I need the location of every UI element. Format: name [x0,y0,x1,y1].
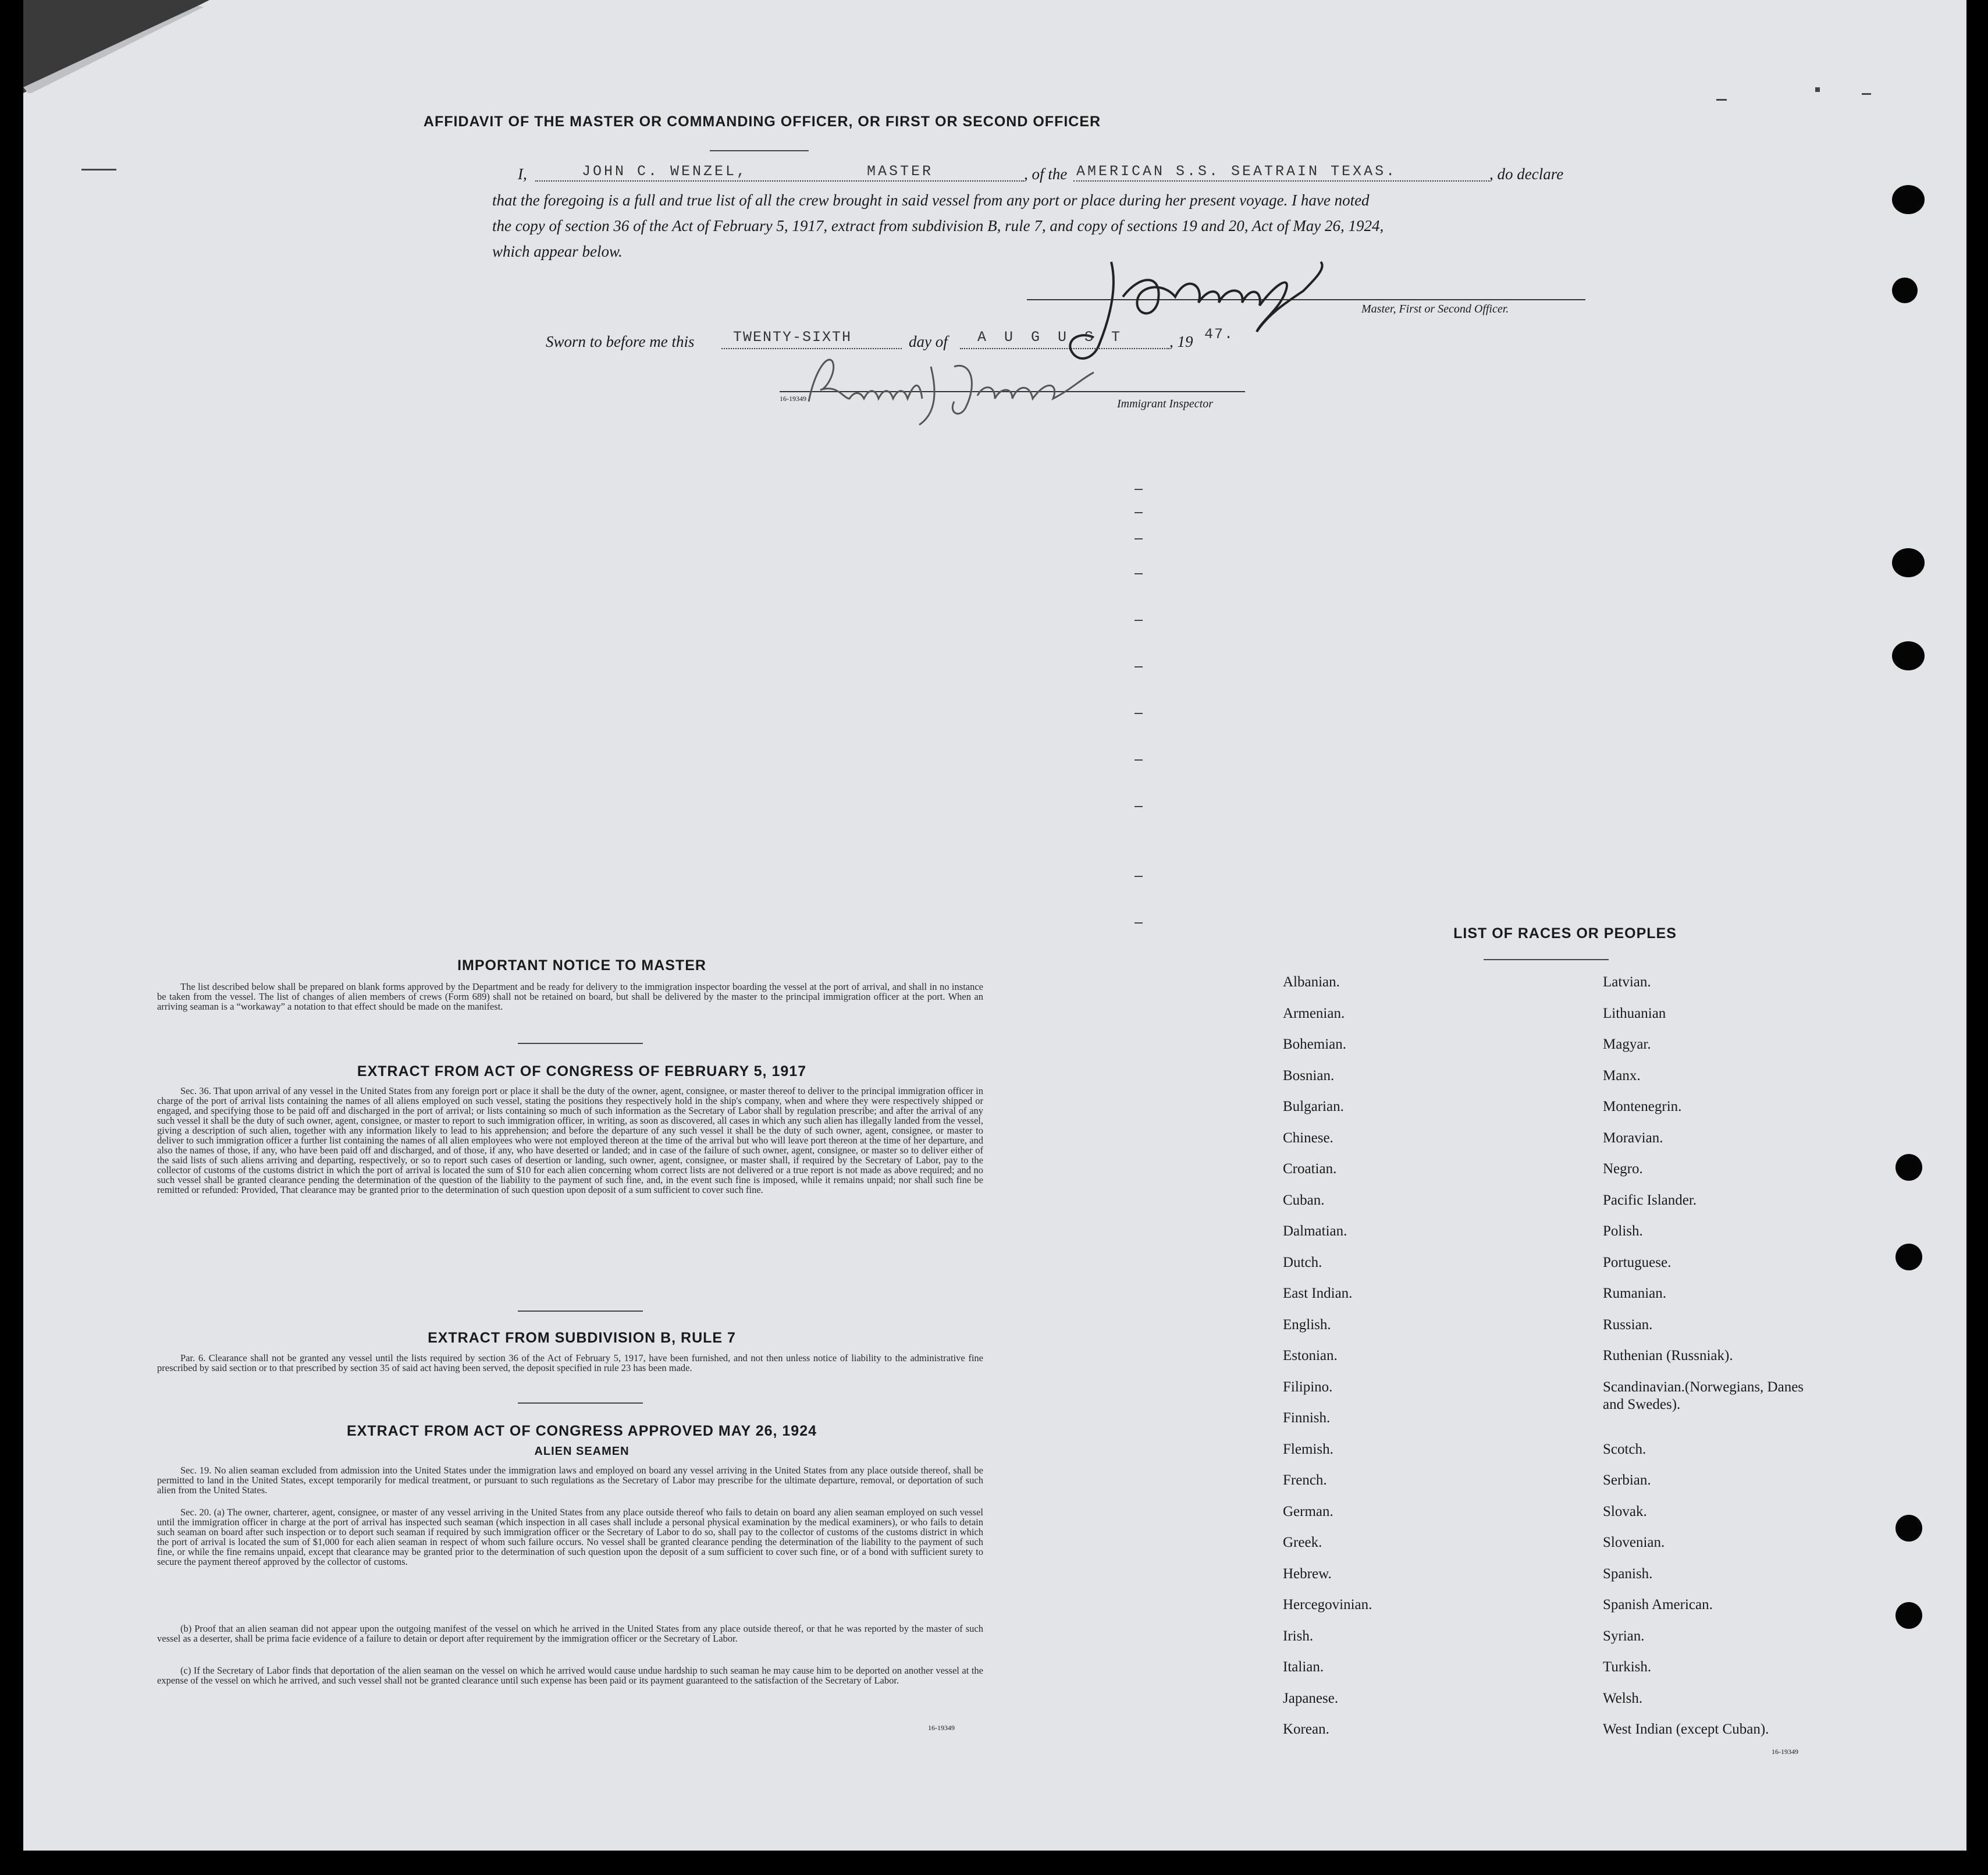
race-item: Ruthenian (Russniak). [1603,1348,1733,1363]
race-item: Albanian. [1283,974,1340,990]
race-item: Bohemian. [1283,1036,1347,1052]
race-item: Russian. [1603,1316,1653,1333]
race-item: Armenian. [1283,1005,1345,1021]
race-item: Latvian. [1603,974,1651,990]
race-item: Lithuanian [1603,1005,1666,1021]
faint-mark [81,169,116,171]
race-item: Bosnian. [1283,1067,1335,1084]
race-item: Slovenian. [1603,1535,1665,1550]
divider [518,1043,643,1044]
race-item: English. [1283,1316,1331,1333]
affidavit-line-4: which appear below. [492,243,623,260]
race-item: Estonian. [1283,1348,1338,1363]
extract-1924-subtitle: ALIEN SEAMEN [534,1445,630,1458]
races-title: LIST OF RACES OR PEOPLES [1453,925,1677,942]
race-item: Cuban. [1283,1192,1325,1208]
races-divider [1484,959,1609,960]
race-item: Pacific Islander. [1603,1192,1697,1208]
race-item: Chinese. [1283,1130,1333,1146]
punch-hole [1895,1244,1922,1270]
punch-hole [1892,185,1925,214]
race-item: Scotch. [1603,1441,1646,1457]
sworn-label: Sworn to before me this [546,333,695,350]
race-item: German. [1283,1503,1333,1519]
faint-mark [1135,759,1143,761]
extract-form-number: 16-19349 [928,1724,955,1732]
sec-20c-text: (c) If the Secretary of Labor finds that deportation of the alien seaman on the vessel on which he arrived would cause undue hardship to such seaman he may cause him to be deported on another vessel at the expense of the vessel on which he arrived, and such vessel shall not be granted clearance until such expense has been paid or its payment guaranteed to the satisfaction of the Secretary of Labor. [157,1665,983,1686]
extract-rule7-title: EXTRACT FROM SUBDIVISION B, RULE 7 [428,1330,736,1346]
sworn-year: 47. [1204,326,1235,343]
of-the-label: , of the [1024,165,1068,183]
races-right-column [1603,974,1812,1752]
do-declare-label: , do declare [1489,165,1564,183]
race-item: Dutch. [1283,1254,1322,1270]
punch-hole [1895,1154,1922,1181]
affidavit-line-3: the copy of section 36 of the Act of February 5, 1917, extract from subdivision B, rule 7, and copy of sections 19 and 20, Act of May 26, 1924, [492,217,1384,235]
faint-mark [1135,876,1143,877]
day-of-label: day of [909,333,948,350]
divider [518,1402,643,1404]
sworn-month: A U G U S T [977,329,1125,346]
race-item: Japanese. [1283,1690,1339,1706]
document-page [23,0,1966,1851]
faint-mark [1716,99,1727,101]
races-left-column [1283,974,1372,1752]
punch-hole [1895,1602,1922,1629]
race-item: Flemish. [1283,1441,1333,1457]
races-form-number: 16-19349 [1772,1748,1798,1756]
race-item: Spanish. [1603,1565,1653,1582]
folded-corner [23,0,209,93]
race-item: Scandinavian.(Norwegians, Danes and Swedes). [1603,1379,1804,1412]
punch-hole [1892,278,1918,303]
title-divider [710,150,809,151]
race-item: Greek. [1283,1535,1322,1550]
notice-title: IMPORTANT NOTICE TO MASTER [457,957,706,974]
faint-mark [1135,489,1143,490]
race-item: Syrian. [1603,1628,1645,1644]
sec-20b-text: (b) Proof that an alien seaman did not appear upon the outgoing manifest of the vessel on which he arrived in the United States from any place outside thereof, or that he was reported by the master of such vessel as a deserter, shall be prima facie evidence of a failure to detain or deport after requirement by the immigration officer or the Secretary of Labor. [157,1623,983,1644]
punch-hole [1895,1515,1922,1542]
race-item: Turkish. [1603,1659,1652,1675]
master-caption: Master, First or Second Officer. [1361,303,1509,315]
master-name: JOHN C. WENZEL, [582,163,748,180]
race-item: Rumanian. [1603,1285,1667,1301]
race-item: Negro. [1603,1161,1643,1177]
race-item: Spanish American. [1603,1597,1713,1613]
faint-mark [1135,538,1143,539]
affidavit-line-2: that the foregoing is a full and true list of all the crew brought in said vessel from any port or place during her present voyage. I have noted [492,191,1370,209]
race-item: Hebrew. [1283,1565,1332,1582]
race-item: Montenegrin. [1603,1099,1682,1114]
race-item: Italian. [1283,1659,1324,1675]
notice-text: The list described below shall be prepared on blank forms approved by the Department and be ready for delivery to the immigration inspector boarding the vessel at the port of arrival, and shall in no instance be taken from the vessel. The list of changes of alien members of crews (Form 689) shall not be retained on board, but shall be delivered by the master to the principal immigration officer at the port. When an arriving seaman is a “workaway” a notation to that effect should be made on the manifest. [157,981,983,1012]
race-item: French. [1283,1472,1327,1488]
race-item: Hercegovinian. [1283,1597,1372,1613]
affidavit-form-number: 16-19349 [780,395,806,403]
faint-mark [1135,573,1143,574]
punch-hole [1892,548,1925,577]
faint-mark [1862,93,1871,95]
race-item: Finnish. [1283,1410,1331,1426]
extract-1917-text: Sec. 36. That upon arrival of any vessel in the United States from any foreign port or place it shall be the duty of the owner, agent, consignee, or master thereof to deliver to the principal immigration officer in charge of the port of arrival lists containing the names of all aliens employed on such vessel, stating the positions they respectively hold in the ship's company, when and where they were respectively shipped or engaged, and specifying those to be paid off and discharged in the port of arrival; or lists containing so much of such information as the Secretary of Labor shall by regulation prescribe; and after the arrival of any such vessel it shall be the duty of such owner, agent, consignee, or master to report to such immigration officer, in writing, as soon as discovered, all cases in which any such alien has illegally landed from the vessel, giving a description of such alien, together with any information likely to lead to his apprehension; and before the departure of any such vessel it shall be the duty of such owner, agent, consignee, or master to deliver to such immigration officer a further list containing the names of all alien employees who were not employed thereon at the time of the arrival but who will leave port thereon at the time of her departure, and also the names of those, if any, who have been paid off and discharged, and of those, if any, who have deserted or landed; and in case of the failure of such owner, agent, consignee, or master so to deliver either of the said lists of such aliens arriving and departing, respectively, or so to report such cases of desertion or landing, such owner, agent, consignee, or master shall, if required by the Secretary of Labor, pay to the collector of customs of the customs district in which the port of arrival is located the sum of $10 for each alien concerning whom correct lists are not delivered or a true report is not made as above required; and no such vessel shall be granted clearance pending the determination of the question of the liability to the payment of such fine, and, in the event such fine is imposed, while it remains unpaid; nor shall such fine be remitted or refunded: Provided, That clearance may be granted prior to the determination of such question upon deposit of a sum sufficient to cover such fine. [157,1085,983,1195]
race-item: Portuguese. [1603,1254,1672,1270]
divider [518,1311,643,1312]
race-item: Serbian. [1603,1472,1651,1488]
race-item: Croatian. [1283,1161,1337,1177]
race-item: Moravian. [1603,1130,1663,1146]
race-item: Polish. [1603,1223,1643,1239]
extract-1924-title: EXTRACT FROM ACT OF CONGRESS APPROVED MAY 26, 1924 [346,1423,817,1439]
faint-mark [1815,87,1820,92]
vessel-name: AMERICAN S.S. SEATRAIN TEXAS. [1076,163,1397,180]
faint-mark [1135,806,1143,807]
race-item: Irish. [1283,1628,1314,1644]
extract-1917-title: EXTRACT FROM ACT OF CONGRESS OF FEBRUARY 5, 1917 [357,1063,807,1079]
faint-mark [1135,713,1143,714]
race-item: West Indian (except Cuban). [1603,1721,1769,1737]
extract-rule7-text: Par. 6. Clearance shall not be granted any vessel until the lists required by section 36 of the Act of February 5, 1917, have been furnished, and not then unless notice of liability to the administrative fine prescribed by said section or to that prescribed by section 35 of said act having been served, the deposit specified in rule 23 has been made. [157,1352,983,1373]
punch-hole [1892,641,1925,670]
sec-20a-text: Sec. 20. (a) The owner, charterer, agent, consignee, or master of any vessel arriving in the United States from any place outside thereof who fails to detain on board any alien seaman employed on such vessel until the immigration officer in charge at the port of arrival has inspected such seaman (which inspection in all cases shall include a personal physical examination by the medical examiners), or who fails to detain such seaman on board after such inspection or to deport such seaman if required by such immigration officer or the Secretary of Labor to do so, shall pay to the collector of customs of the customs district in which the port of arrival is located the sum of $1,000 for each alien seaman in respect of whom such failure occurs. No vessel shall be granted clearance pending the determination of the liability to the payment of such fine, or while the fine remains unpaid, except that clearance may be granted prior to the determination of such question upon the deposit of a sum sufficient to cover such fine, or of a bond with sufficient surety to secure the payment thereof approved by the collector of customs. [157,1507,983,1567]
affidavit-i-label: I, [518,165,527,183]
faint-mark [1135,512,1143,513]
inspector-caption: Immigrant Inspector [1117,397,1213,410]
race-item: Manx. [1603,1067,1641,1084]
sec-19-text: Sec. 19. No alien seaman excluded from admission into the United States under the immigration laws and employed on board any vessel arriving in the United States from any place outside thereof, shall be permitted to land in the United States, except temporarily for medical treatment, or pursuant to such regulations as the Secretary of Labor may prescribe for the ultimate departure, removal, or deportation of such alien from the United States. [157,1465,983,1496]
year-prefix: , 19 [1169,333,1193,350]
faint-mark [1135,666,1143,667]
master-rank: MASTER [867,163,934,180]
sworn-day: TWENTY-SIXTH [733,329,852,346]
faint-mark [1135,922,1143,924]
race-item: Welsh. [1603,1690,1643,1706]
race-item: Slovak. [1603,1503,1647,1519]
race-item: Korean. [1283,1721,1329,1737]
inspector-signature [803,343,1129,431]
race-item: Bulgarian. [1283,1099,1344,1114]
faint-mark [1135,620,1143,621]
affidavit-title: AFFIDAVIT OF THE MASTER OR COMMANDING OFFICER, OR FIRST OR SECOND OFFICER [423,113,1101,130]
race-item: Dalmatian. [1283,1223,1347,1239]
race-item: Filipino. [1283,1379,1333,1395]
race-item: Magyar. [1603,1036,1651,1052]
race-item: East Indian. [1283,1285,1353,1301]
